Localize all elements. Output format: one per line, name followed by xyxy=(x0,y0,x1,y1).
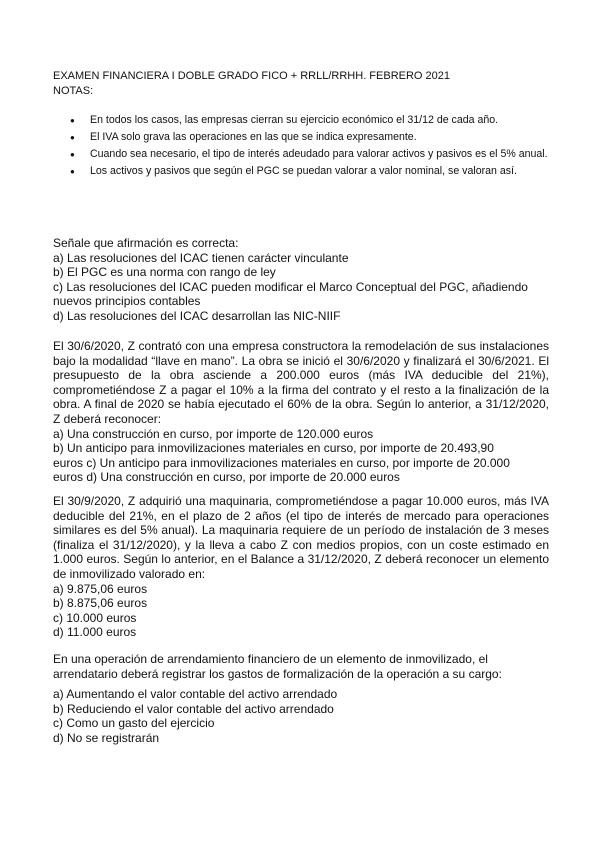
question-4-option-a: a) Aumentando el valor contable del activo arrendado xyxy=(53,687,338,702)
question-3 xyxy=(53,494,549,640)
question-3-stem: El 30/9/2020, Z adquirió una maquinaria, comprometiéndose a pagar 10.000 euros, más IVA deducible del 21%, en el plazo de 2 años (el tipo de interés de mercado para operaciones similares es del 5% anual). La maquinaria requiere de un período de instalación de 3 meses (finaliza el 31/12/2020), y la lleva a cabo Z con medios propios, con un coste estimado en 1.000 euros. Según lo anterior, en el Balance a 31/12/2020, Z deberá reconocer un elemento de inmovilizado valorado en: xyxy=(53,494,549,581)
question-2-option-b: b) Un anticipo para inmovilizaciones materiales en curso, por importe de 20.493,90 xyxy=(53,441,494,456)
question-1-option-b: b) El PGC es una norma con rango de ley xyxy=(53,265,276,280)
question-3-option-a: a) 9.875,06 euros xyxy=(53,581,148,596)
question-2 xyxy=(53,339,549,485)
question-1-option-c: c) Las resoluciones del ICAC pueden modificar el Marco Conceptual del PGC, añadiendo nuevos principios contables xyxy=(53,279,528,309)
question-1 xyxy=(53,236,549,324)
question-2-option-d: euros d) Una construcción en curso, por importe de 20.000 euros xyxy=(53,470,400,485)
question-2-option-a: a) Una construcción en curso, por importe de 120.000 euros xyxy=(53,426,374,441)
note-item: ● En todos los casos, las empresas cierran su ejercicio económico el 31/12 de cada año. xyxy=(70,113,570,128)
exam-header xyxy=(53,69,450,99)
question-4-stem: En una operación de arrendamiento financiero de un elemento de inmovilizado, el arrendatario deberá registrar los gastos de formalización de la operación a su cargo: xyxy=(53,652,502,681)
note-item: ● Los activos y pasivos que según el PGC se puedan valorar a valor nominal, se valoran así. xyxy=(70,164,570,179)
question-2-stem: El 30/6/2020, Z contrató con una empresa constructora la remodelación de sus instalaciones bajo la modalidad “llave en mano”. La obra se inició el 30/6/2020 y finalizará el 30/6/2021. El presupuesto de la obra asciende a 200.000 euros (más IVA deducible del 21%), comprometiéndose Z a pagar el 10% a la firma del contrato y el resto a la finalización de la obra. A final de 2020 se había ejecutado el 60% de la obra. Según lo anterior, a 31/12/2020, Z deberá reconocer: xyxy=(53,339,549,426)
question-3-option-d: d) 11.000 euros xyxy=(53,625,137,640)
note-item: ● Cuando sea necesario, el tipo de interés adeudado para valorar activos y pasivos es el 5% anual. xyxy=(70,147,570,162)
notes-label: NOTAS: xyxy=(53,85,94,97)
question-1-option-a: a) Las resoluciones del ICAC tienen carácter vinculante xyxy=(53,250,349,265)
question-1-option-d: d) Las resoluciones del ICAC desarrollan las NIC-NIIF xyxy=(53,308,341,323)
question-2-option-c: euros c) Un anticipo para inmovilizaciones materiales en curso, por importe de 20.000 xyxy=(53,455,510,470)
question-3-option-b: b) 8.875,06 euros xyxy=(53,596,148,611)
exam-title: EXAMEN FINANCIERA I DOBLE GRADO FICO + RRLL/RRHH. FEBRERO 2021 xyxy=(53,70,451,82)
question-4-option-c: c) Como un gasto del ejercicio xyxy=(53,716,215,731)
question-3-option-c: c) 10.000 euros xyxy=(53,610,137,625)
question-4 xyxy=(53,652,549,746)
notes-list xyxy=(70,113,570,179)
question-4-option-d: d) No se registrarán xyxy=(53,730,160,745)
question-1-stem: Señale que afirmación es correcta: xyxy=(53,236,239,250)
note-item: ● El IVA solo grava las operaciones en las que se indica expresamente. xyxy=(70,130,570,145)
question-4-option-b: b) Reduciendo el valor contable del activo arrendado xyxy=(53,701,334,716)
